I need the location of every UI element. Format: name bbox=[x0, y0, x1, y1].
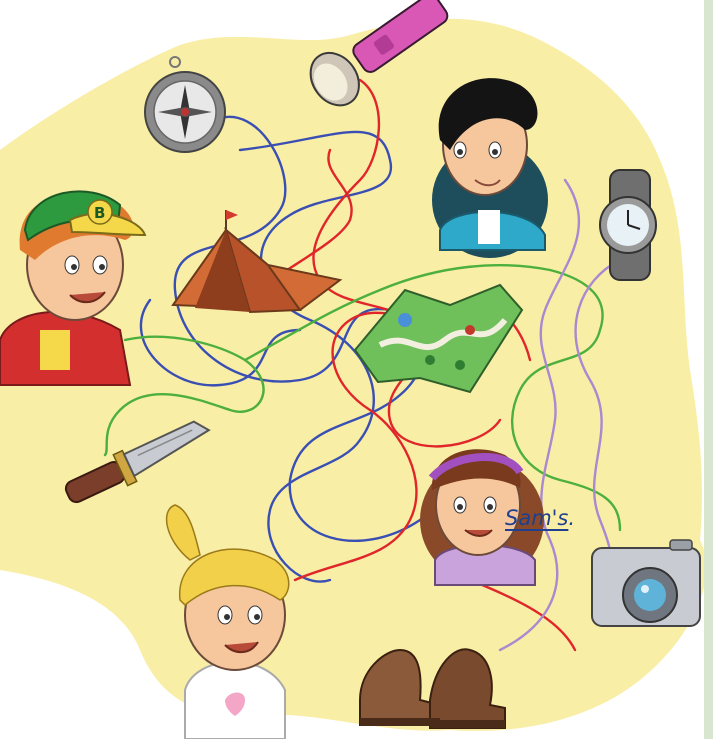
caption-punct: . bbox=[568, 506, 576, 530]
caption bbox=[505, 508, 575, 529]
cap-letter: B bbox=[94, 204, 106, 222]
camera-icon bbox=[592, 540, 700, 626]
caption-name: Sam's bbox=[505, 506, 569, 530]
boy-black-hair bbox=[432, 78, 548, 258]
page-edge-strip bbox=[704, 0, 713, 739]
